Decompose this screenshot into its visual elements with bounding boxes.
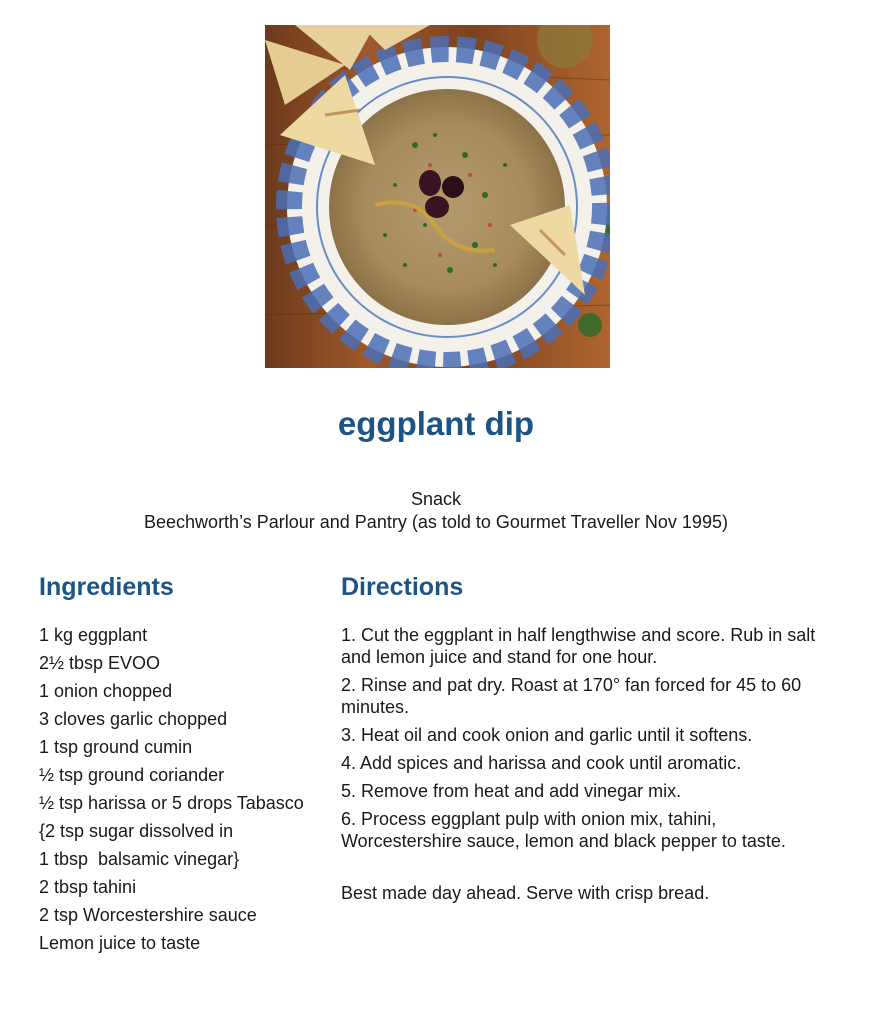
directions-heading: Directions: [341, 573, 464, 601]
ingredient-item: 2 tbsp tahini: [39, 877, 137, 897]
ingredient-item: 3 cloves garlic chopped: [39, 709, 228, 729]
ingredient-item: 1 onion chopped: [39, 681, 173, 701]
ingredient-item: Lemon juice to taste: [39, 933, 201, 953]
ingredient-item: ½ tsp ground coriander: [39, 765, 225, 785]
directions-list: [341, 624, 836, 852]
ingredient-item: 1 tsp ground cumin: [39, 737, 193, 757]
ingredients-list: [39, 624, 309, 954]
direction-step: 1. Cut the eggplant in half lengthwise and score. Rub in salt and lemon juice and stand for one hour.: [341, 625, 816, 667]
ingredient-item: 1 kg eggplant: [39, 625, 148, 645]
direction-step: 6. Process eggplant pulp with onion mix, tahini, Worcestershire sauce, lemon and black pepper to taste.: [341, 809, 786, 851]
ingredient-item: ½ tsp harissa or 5 drops Tabasco: [39, 793, 304, 813]
direction-step: 2. Rinse and pat dry. Roast at 170° fan forced for 45 to 60 minutes.: [341, 675, 802, 717]
serving-note: Best made day ahead. Serve with crisp bread.: [341, 883, 710, 903]
ingredient-item: 1 tbsp balsamic vinegar}: [39, 849, 240, 869]
ingredients-section: [39, 572, 309, 960]
recipe-category: Snack: [410, 489, 462, 509]
ingredient-item: 2 tsp Worcestershire sauce: [39, 905, 257, 925]
directions-section: [341, 572, 836, 904]
dip-bowl-illustration: [265, 25, 610, 368]
ingredient-item: 2½ tbsp EVOO: [39, 653, 161, 673]
ingredients-heading: Ingredients: [39, 573, 174, 601]
direction-step: 5. Remove from heat and add vinegar mix.: [341, 781, 682, 801]
recipe-title: eggplant dip: [337, 405, 535, 442]
recipe-meta: [0, 488, 872, 534]
direction-step: 4. Add spices and harissa and cook until aromatic.: [341, 753, 742, 773]
recipe-source: Beechworth’s Parlour and Pantry (as told to Gourmet Traveller Nov 1995): [144, 512, 728, 532]
recipe-photo: [265, 25, 610, 368]
ingredient-item: {2 tsp sugar dissolved in: [39, 821, 234, 841]
direction-step: 3. Heat oil and cook onion and garlic until it softens.: [341, 725, 753, 745]
